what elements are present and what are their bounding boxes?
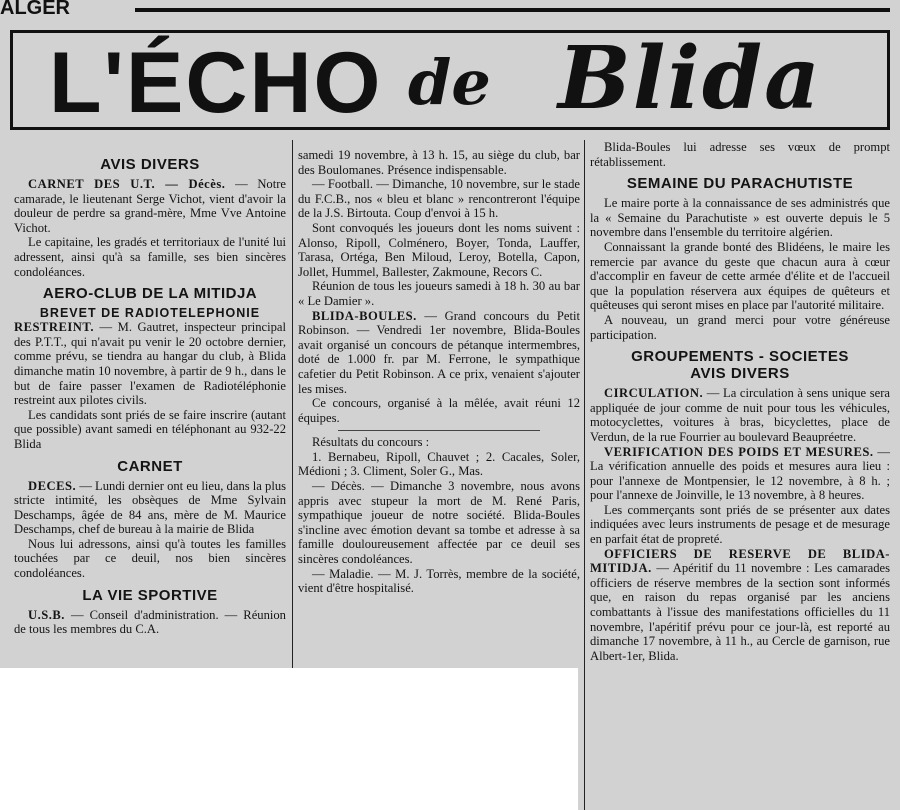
heading-parachutiste: SEMAINE DU PARACHUTISTE	[626, 175, 854, 193]
article-paragraph: DECES. — Lundi dernier ont eu lieu, dans la plus stricte intimité, les obsèques de Mme Sylvain Deschamps, âgée de 84 ans, mère de M. Maurice Deschamps, chef de bureau à la mairie de Blida	[14, 478, 287, 537]
column-rule	[584, 140, 585, 810]
article-paragraph: Blida-Boules lui adresse ses vœux de prompt rétablissement.	[590, 140, 890, 169]
heading-groupements: GROUPEMENTS - SOCIETES	[631, 348, 849, 366]
heading-avis-divers: AVIS DIVERS	[100, 156, 200, 173]
heading-carnet: CARNET	[117, 457, 183, 475]
column-rule	[292, 140, 293, 668]
article-paragraph: Connaissant la grande bonté des Blidéens, le maire les remercie par avance du geste que chacun aura à cœur d'accomplir en faveur de cette armée d'élite et de l'accueil que la population réservera aux équipes de quêteurs et quêteuses qui seront mises en place par l'autorité militaire.	[590, 239, 890, 313]
article-paragraph: Nous lui adressons, ainsi qu'à toutes les familles touchées par ce deuil, nos bien sincères condoléances.	[14, 536, 286, 581]
edition-label: ALGER	[0, 0, 70, 19]
header-rule	[135, 8, 890, 12]
heading-avis-divers-2: AVIS DIVERS	[690, 365, 790, 383]
article-paragraph: — Football. — Dimanche, 10 novembre, sur le stade du F.C.B., nos « bleu et blanc » rencontreront l'équipe de la J.S. Birtouta. Coup d'envoi à 15 h.	[298, 177, 580, 221]
article-paragraph: 1. Bernabeu, Ripoll, Chauvet ; 2. Cacales, Soler, Médioni ; 3. Climent, Soler G., Mas.	[298, 449, 580, 479]
column-1	[14, 150, 286, 637]
article-paragraph: RESTREINT. — M. Gautret, inspecteur principal des P.T.T., qui n'avait pu venir le 20 octobre dernier, comme prévu, se tiendra au hangar du club, à Blida dimanche matin 10 novembre, à partir de 9 h., dans le but de faire passer l'examen de Radiotéléphonie restreint aux pilotes civils.	[14, 320, 286, 408]
article-paragraph: OFFICIERS DE RESERVE DE BLIDA-MITIDJA. — Apéritif du 11 novembre : Les camarades officiers de réserve membres de la section sont informés que, en raison du repas organisé par les anciens combattants à l'issue des manifestations officielles du 11 novembre, l'apéritif prévu pour ce jour-là, est reporté au dimanche 17 novembre, à 11 h., au Cercle de garnison, rue Albert-1er, Blida.	[590, 546, 890, 663]
masthead-title-part2: de	[408, 46, 491, 119]
masthead-title-part1: L'ÉCHO	[49, 35, 383, 131]
column-2	[298, 148, 580, 596]
masthead-title-part3: Blida	[558, 28, 822, 129]
header-strip	[0, 0, 900, 22]
masthead	[10, 30, 890, 130]
column-3	[590, 140, 890, 663]
separator	[338, 430, 540, 431]
article-paragraph: CARNET DES U.T. — Décès. — Notre camarade, le lieutenant Serge Vichot, vient d'avoir la douleur de perdre sa grand-mère, Mme Vve Antoine Vichot.	[14, 177, 286, 235]
article-paragraph: Sont convoqués les joueurs dont les noms suivent : Alonso, Ripoll, Colménero, Boyer, Tonda, Lauffer, Tarasa, Ortéga, Ben Miloud, Leroy, Botella, Capon, Jollet, Hummel, Ballester, Zakmoune, Recors C.	[298, 220, 580, 279]
article-paragraph: Ce concours, organisé à la mêlée, avait réuni 12 équipes.	[298, 396, 580, 425]
article-paragraph: samedi 19 novembre, à 13 h. 15, au siège du club, bar des Boulomanes. Présence indispensable.	[298, 148, 580, 177]
article-paragraph: Résultats du concours :	[312, 435, 430, 450]
article-paragraph: Réunion de tous les joueurs samedi à 18 h. 30 au bar « Le Damier ».	[298, 279, 580, 308]
article-paragraph: Les commerçants sont priés de se présenter aux dates indiquées avec leurs instruments de pesage et de mesurage en parfait état de propreté.	[590, 502, 890, 547]
blank-area	[0, 668, 578, 810]
newspaper-clipping-tail	[578, 640, 900, 810]
heading-vie-sportive: LA VIE SPORTIVE	[82, 586, 218, 604]
heading-aero-club: AERO-CLUB DE LA MITIDJA	[42, 285, 258, 303]
article-paragraph: U.S.B. — Conseil d'administration. — Réunion de tous les membres du C.A.	[14, 607, 286, 637]
article-paragraph: A nouveau, un grand merci pour votre généreuse participation.	[590, 312, 890, 342]
article-paragraph: BLIDA-BOULES. — Grand concours du Petit Robinson. — Vendredi 1er novembre, Blida-Boules avait organisé un concours de pétanque intermembres, doté de 1.000 fr. par M. Ferrone, le sympathique cafetier du Petit Robinson. A ce prix, venaient s'ajouter les mises.	[298, 308, 580, 396]
article-paragraph: CIRCULATION. — La circulation à sens unique sera appliquée de jour comme de nuit pour tous les véhicules, motocyclettes, voitures à bras, bicyclettes, place de Verdun, de la rue Fourrier au boulevard Beaupréetre.	[590, 386, 890, 444]
article-paragraph: Le capitaine, les gradés et territoriaux de l'unité lui adressent, ainsi qu'à sa famille, ses bien sincères condoléances.	[14, 235, 286, 279]
article-paragraph: — Décès. — Dimanche 3 novembre, nous avons appris avec stupeur la mort de M. René Paris, sympathique joueur de notre société. Blida-Boules s'incline avec émotion devant sa tombe et adresse à sa famille douloureusement affectée par ce deuil ses sincères condoléances.	[298, 479, 580, 567]
article-paragraph: Le maire porte à la connaissance de ses administrés que la « Semaine du Parachutiste » est ouverte depuis le 5 novembre dans l'ensemble du territoire algérien.	[590, 196, 890, 240]
article-paragraph: — Maladie. — M. J. Torrès, membre de la société, vient d'être hospitalisé.	[298, 566, 580, 596]
article-paragraph: VERIFICATION DES POIDS ET MESURES. — La vérification annuelle des poids et mesures aura lieu : pour l'annexe de Montpensier, le 12 novembre, à 8 h. ; pour l'annexe de Joinville, le 13 novembre, à 8 heures.	[590, 444, 890, 503]
article-paragraph: Les candidats sont priés de se faire inscrire (autant que possible) avant samedi en téléphonant au 932-22 Blida	[14, 407, 286, 451]
subheading-brevet: BREVET DE RADIOTELEPHONIE	[39, 306, 261, 321]
